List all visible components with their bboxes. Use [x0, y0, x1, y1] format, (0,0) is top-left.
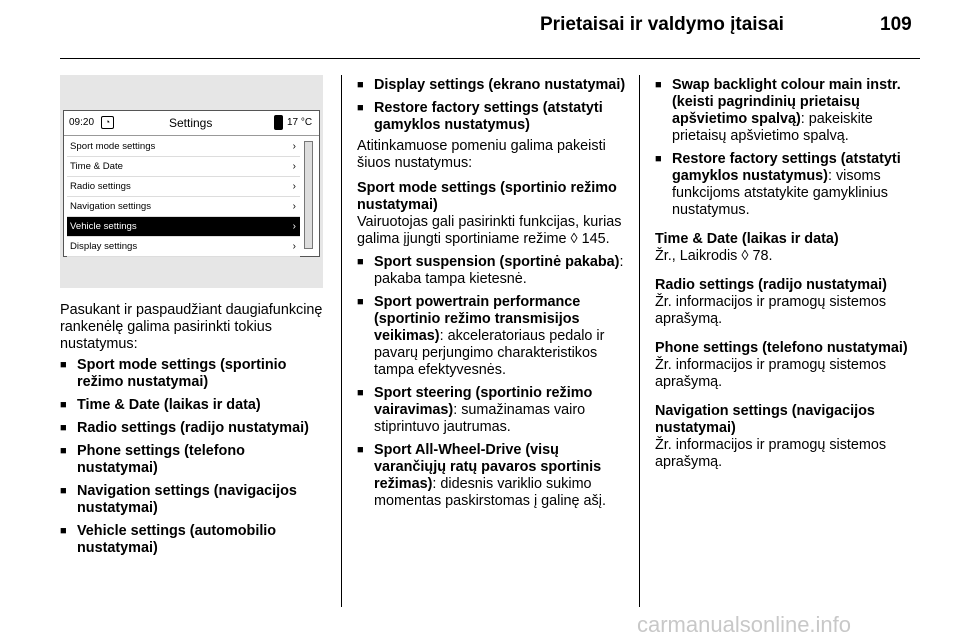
intro-paragraph: Pasukant ir paspaudžiant daugiafunkcinę rankenėlę galima pasirinkti tokius nustatymus:: [60, 302, 323, 352]
bullet-item: ■ Time & Date (laikas ir data): [60, 397, 328, 414]
bullet-item: ■ Phone settings (telefono nustatymai): [60, 443, 328, 477]
bullet-item: ■ Radio settings (radijo nustatymai): [60, 420, 328, 437]
column-2: [357, 77, 629, 510]
bullet-item: ■ Display settings (ekrano nustatymai): [357, 77, 629, 94]
menu-item: [67, 157, 300, 177]
bullet-description: : didesnis variklio sukimo momentas paskirstomas į galinę ašį.: [374, 476, 606, 509]
screen-time: 09:20: [69, 117, 95, 128]
paragraph: Vairuotojas gali pasirinkti funkcijas, kurias galima įjungti sportiniame režime ◊ 145.: [357, 214, 622, 247]
column-divider: [341, 75, 342, 607]
section-heading: Phone settings (telefono nustatymai): [655, 340, 908, 356]
screen-title: Settings: [169, 116, 213, 130]
bullet-item: ■ Vehicle settings (automobilio nustatymai): [60, 523, 328, 557]
menu-item-label: Radio settings: [70, 181, 131, 192]
bullet-item: [655, 77, 920, 145]
screen-header: [64, 111, 319, 136]
chevron-right-icon: ›: [292, 141, 296, 152]
column-divider: [639, 75, 640, 607]
bullet-item: [357, 385, 629, 436]
chevron-right-icon: ›: [292, 201, 296, 212]
bullet-item: [357, 254, 629, 288]
page-number: 109: [880, 14, 912, 35]
menu-item: [67, 177, 300, 197]
screen-temperature: 17 °C: [287, 117, 313, 128]
menu-item: [67, 137, 300, 157]
thermometer-icon: [274, 115, 283, 130]
paragraph: Atitinkamuose pomeniu galima pakeisti šiuos nustatymus:: [357, 138, 606, 171]
section-heading: Time & Date (laikas ir data): [655, 231, 839, 247]
bullet-term: Sport steering (sportinio režimo vairavimas): [374, 385, 593, 418]
bullet-description: : sumažinamas vairo stiprintuvo jautrumas.: [374, 402, 586, 435]
watermark: carmanualsonline.info: [637, 612, 852, 637]
page-header-title: Prietaisai ir valdymo įtaisai: [540, 14, 784, 35]
bullet-term: Sport powertrain performance (sportinio režimo transmisijos veikimas): [374, 294, 581, 344]
menu-item-label: Sport mode settings: [70, 141, 156, 152]
bullet-item: ■ Navigation settings (navigacijos nustatymai): [60, 483, 328, 517]
settings-menu-list: [67, 137, 300, 257]
clock-icon: ◔: [101, 116, 114, 129]
bullet-description: : akceleratoriaus pedalo ir pavarų perjungimo charakteristikos tampa efektyvesnės.: [374, 328, 605, 378]
section-heading: Radio settings (radijo nustatymai): [655, 277, 887, 293]
bullet-item: ■ Sport mode settings (sportinio režimo nustatymai): [60, 357, 328, 391]
bullet-item: [357, 442, 629, 510]
menu-item-label: Display settings: [70, 241, 138, 252]
menu-item-selected: [67, 217, 300, 237]
menu-item-label: Navigation settings: [70, 201, 152, 212]
bullet-term: Sport suspension (sportinė pakaba): [374, 254, 620, 270]
bullet-item: [357, 294, 629, 379]
screen-scrollbar: [304, 141, 313, 249]
chevron-right-icon: ›: [292, 221, 296, 232]
bullet-term: Restore factory settings (atstatyti gamyklos nustatymus): [672, 151, 901, 184]
bullet-term: Sport All-Wheel-Drive (visų varančiųjų ratų pavaros sportinis režimas): [374, 442, 602, 492]
chevron-right-icon: ›: [292, 241, 296, 252]
bullet-term: Swap backlight colour main instr. (keisti pagrindinių prietaisų apšvietimo spalvą): [672, 77, 901, 127]
paragraph: Žr. informacijos ir pramogų sistemos aprašymą.: [655, 357, 887, 390]
bullet-description: : pakaba tampa kietesnė.: [374, 254, 624, 287]
chevron-right-icon: ›: [292, 161, 296, 172]
menu-item-label: Time & Date: [70, 161, 123, 172]
settings-screen: [63, 110, 320, 257]
paragraph: Žr., Laikrodis ◊ 78.: [655, 248, 773, 264]
chevron-right-icon: ›: [292, 181, 296, 192]
menu-item: [67, 197, 300, 217]
paragraph: Žr. informacijos ir pramogų sistemos aprašymą.: [655, 437, 887, 470]
bullet-item: ■ Restore factory settings (atstatyti gamyklos nustatymus): [357, 100, 629, 134]
column-1: [60, 302, 328, 557]
menu-item: [67, 237, 300, 257]
paragraph: Žr. informacijos ir pramogų sistemos aprašymą.: [655, 294, 887, 327]
bullet-description: : pakeiskite prietaisų apšvietimo spalvą.: [672, 111, 873, 144]
column-3: [655, 77, 920, 471]
section-heading: Navigation settings (navigacijos nustatymai): [655, 403, 875, 436]
bullet-item: [655, 151, 920, 219]
header-rule: [60, 58, 920, 59]
bullet-description: : visoms funkcijoms atstatykite gamyklinius nustatymus.: [672, 168, 888, 218]
menu-item-label: Vehicle settings: [70, 221, 137, 232]
section-heading: Sport mode settings (sportinio režimo nustatymai): [357, 180, 617, 213]
